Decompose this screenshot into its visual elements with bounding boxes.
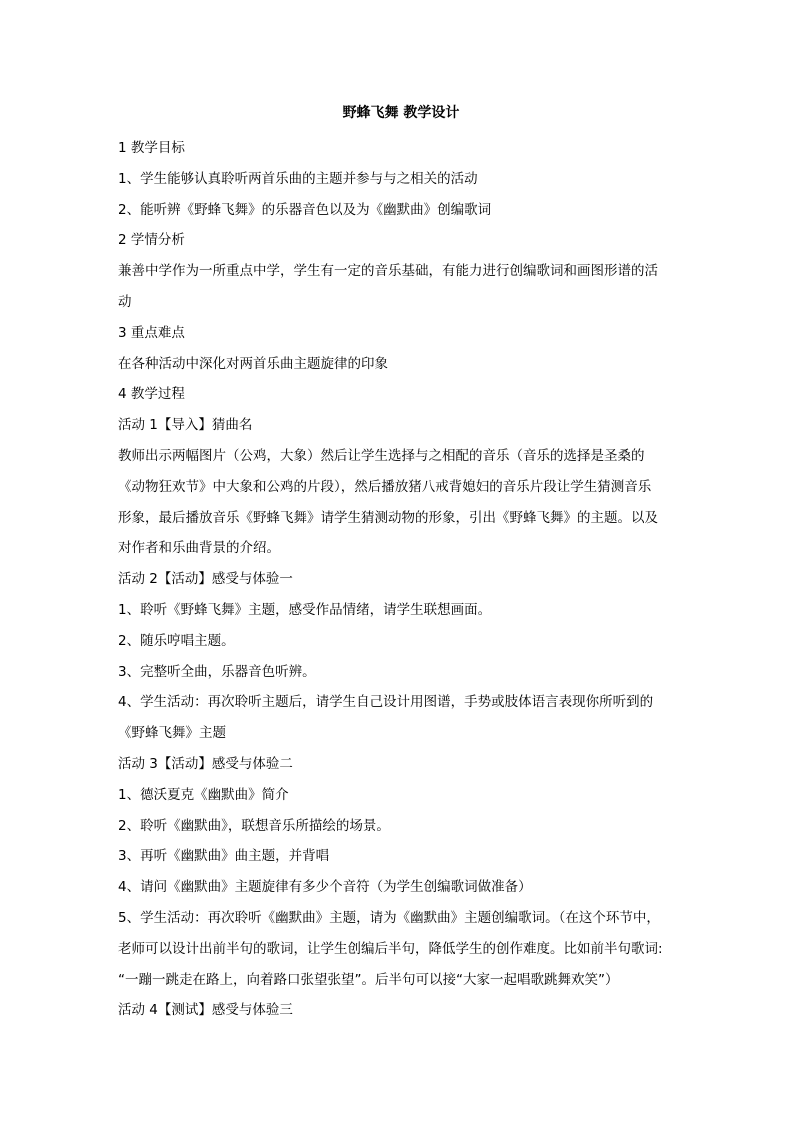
activity-3-item-5-line-1: 5、学生活动：再次聆听《幽默曲》主题，请为《幽默曲》主题创编歌词。（在这个环节中， bbox=[118, 909, 660, 926]
activity-2-item-4-line-1: 4、学生活动：再次聆听主题后，请学生自己设计用图谱，手势或肢体语言表现你所听到的 bbox=[118, 694, 654, 711]
activity-3-item-3: 3、再听《幽默曲》曲主题，并背唱 bbox=[118, 848, 330, 865]
activity-2-item-1: 1、聆听《野蜂飞舞》主题，感受作品情绪，请学生联想画面。 bbox=[118, 601, 492, 618]
section-heading-key-points: 3 重点难点 bbox=[118, 324, 185, 341]
activity-2-item-2: 2、随乐哼唱主题。 bbox=[118, 632, 235, 649]
activity-3-item-5-line-3: “一蹦一跳走在路上，向着路口张望张望”。后半句可以接“大家一起唱歌跳舞欢笑”） bbox=[118, 971, 619, 988]
document-page bbox=[118, 103, 678, 1026]
activity-1-text-line-3: 形象，最后播放音乐《野蜂飞舞》请学生猜测动物的形象，引出《野蜂飞舞》的主题。以及 bbox=[118, 509, 658, 526]
key-points-text: 在各种活动中深化对两首乐曲主题旋律的印象 bbox=[118, 355, 388, 372]
activity-2-heading: 活动 2【活动】感受与体验一 bbox=[118, 571, 293, 588]
analysis-text-line-2: 动 bbox=[118, 293, 132, 310]
objective-item-1: 1、学生能够认真聆听两首乐曲的主题并参与与之相关的活动 bbox=[118, 170, 478, 187]
activity-1-text-line-1: 教师出示两幅图片（公鸡，大象）然后让学生选择与之相配的音乐（音乐的选择是圣桑的 bbox=[118, 447, 645, 464]
activity-4-heading: 活动 4【测试】感受与体验三 bbox=[118, 1002, 293, 1019]
activity-2-item-4-line-2: 《野蜂飞舞》主题 bbox=[118, 725, 226, 742]
activity-1-text-line-2: 《动物狂欢节》中大象和公鸡的片段），然后播放猪八戒背媳妇的音乐片段让学生猜测音乐 bbox=[118, 478, 652, 495]
objective-item-2: 2、能听辨《野蜂飞舞》的乐器音色以及为《幽默曲》创编歌词 bbox=[118, 201, 492, 218]
activity-3-item-2: 2、聆听《幽默曲》，联想音乐所描绘的场景。 bbox=[118, 817, 390, 834]
section-heading-analysis: 2 学情分析 bbox=[118, 232, 185, 249]
activity-1-heading: 活动 1【导入】猜曲名 bbox=[118, 417, 253, 434]
analysis-text-line-1: 兼善中学作为一所重点中学，学生有一定的音乐基础，有能力进行创编歌词和画图形谱的活 bbox=[118, 263, 658, 280]
activity-3-item-4: 4、请问《幽默曲》主题旋律有多少个音符（为学生创编歌词做准备） bbox=[118, 879, 532, 896]
activity-2-item-3: 3、完整听全曲，乐器音色听辨。 bbox=[118, 663, 316, 680]
activity-3-item-1: 1、德沃夏克《幽默曲》简介 bbox=[118, 786, 289, 803]
activity-3-item-5-line-2: 老师可以设计出前半句的歌词，让学生创编后半句，降低学生的创作难度。比如前半句歌词: bbox=[118, 940, 663, 957]
section-heading-objectives: 1 教学目标 bbox=[118, 140, 185, 156]
section-heading-process: 4 教学过程 bbox=[118, 386, 185, 403]
document-title: 野蜂飞舞 教学设计 bbox=[342, 105, 460, 121]
activity-3-heading: 活动 3【活动】感受与体验二 bbox=[118, 755, 293, 772]
activity-1-text-line-4: 对作者和乐曲背景的介绍。 bbox=[118, 540, 280, 557]
